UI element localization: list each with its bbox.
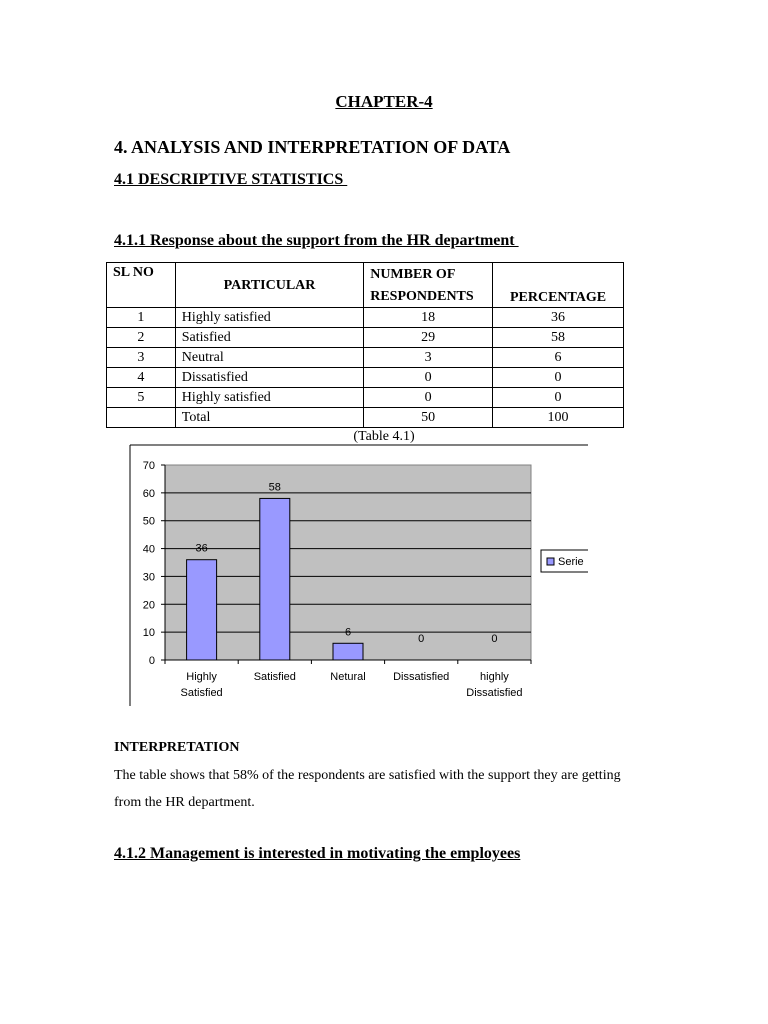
chapter-title: CHAPTER-4: [335, 92, 433, 111]
table-row: [107, 308, 624, 328]
cell-particular: Neutral: [175, 348, 363, 368]
interpretation-text: The table shows that 58% of the respondents are satisfied with the support they are getting from the HR department.: [114, 768, 621, 810]
header-percentage: PERCENTAGE: [493, 263, 624, 308]
cell-respondents: 3: [364, 348, 493, 368]
data-label: 0: [491, 633, 498, 645]
cell-particular: Dissatisfied: [175, 368, 363, 388]
y-tick-label: 10: [142, 627, 155, 640]
cell-percentage: 0: [493, 368, 624, 388]
x-tick-label: Netural: [330, 671, 366, 683]
legend-swatch: [547, 558, 554, 565]
cell-percentage: 100: [493, 408, 624, 428]
subsection-title: 4.1 DESCRIPTIVE STATISTICS: [114, 171, 348, 188]
cell-percentage: 36: [493, 308, 624, 328]
legend-label: Serie: [558, 556, 584, 568]
header-number-line1: NUMBER OF: [364, 263, 493, 286]
cell-percentage: 0: [493, 388, 624, 408]
table-header-row: [107, 263, 624, 286]
header-sl-no: SL NO: [107, 263, 176, 308]
table-row: [107, 328, 624, 348]
cell-respondents: 29: [364, 328, 493, 348]
header-particular: PARTICULAR: [175, 263, 363, 308]
cell-percentage: 6: [493, 348, 624, 368]
y-tick-label: 60: [142, 487, 155, 500]
bar: [260, 498, 290, 660]
y-tick-label: 30: [142, 571, 155, 584]
data-label: 6: [344, 626, 352, 639]
cell-particular: Highly satisfied: [175, 308, 363, 328]
table-total-row: [107, 408, 624, 428]
y-tick-label: 40: [142, 543, 155, 556]
section-title: 4. ANALYSIS AND INTERPRETATION OF DATA: [114, 137, 511, 157]
data-label: 36: [195, 542, 208, 555]
x-tick-label: highly: [480, 671, 509, 683]
cell-sl: 4: [107, 368, 176, 388]
next-section-heading: 4.1.2 Management is interested in motivating the employees: [114, 845, 521, 862]
x-tick-label: Dissatisfied: [466, 687, 523, 699]
cell-sl: 1: [107, 308, 176, 328]
cell-respondents: 0: [364, 388, 493, 408]
table-row: [107, 348, 624, 368]
header-number-line2: RESPONDENTS: [364, 285, 493, 308]
data-label: 0: [418, 633, 425, 645]
table-row: [107, 388, 624, 408]
cell-respondents: 18: [364, 308, 493, 328]
y-tick-label: 0: [148, 655, 155, 667]
bar-chart: [128, 444, 588, 708]
cell-particular: Total: [175, 408, 363, 428]
cell-sl: [107, 408, 176, 428]
x-tick-label: Dissatisfied: [393, 671, 450, 683]
table-caption: (Table 4.1): [353, 429, 415, 444]
cell-respondents: 50: [364, 408, 493, 428]
data-label: 58: [268, 481, 281, 494]
y-tick-label: 20: [142, 599, 155, 612]
table-row: [107, 368, 624, 388]
y-tick-label: 50: [142, 515, 155, 528]
sub-subsection-title: 4.1.1 Response about the support from the HR department: [114, 232, 519, 249]
x-tick-label: Highly: [186, 671, 217, 683]
cell-respondents: 0: [364, 368, 493, 388]
interpretation-heading: INTERPRETATION: [114, 740, 240, 755]
cell-sl: 3: [107, 348, 176, 368]
cell-particular: Highly satisfied: [175, 388, 363, 408]
cell-sl: 2: [107, 328, 176, 348]
bar: [187, 560, 217, 660]
x-tick-label: Satisfied: [180, 687, 223, 699]
x-tick-label: Satisfied: [253, 671, 296, 683]
y-tick-label: 70: [142, 460, 155, 472]
cell-percentage: 58: [493, 328, 624, 348]
cell-sl: 5: [107, 388, 176, 408]
cell-particular: Satisfied: [175, 328, 363, 348]
bar: [333, 643, 363, 660]
response-table: [106, 262, 624, 428]
